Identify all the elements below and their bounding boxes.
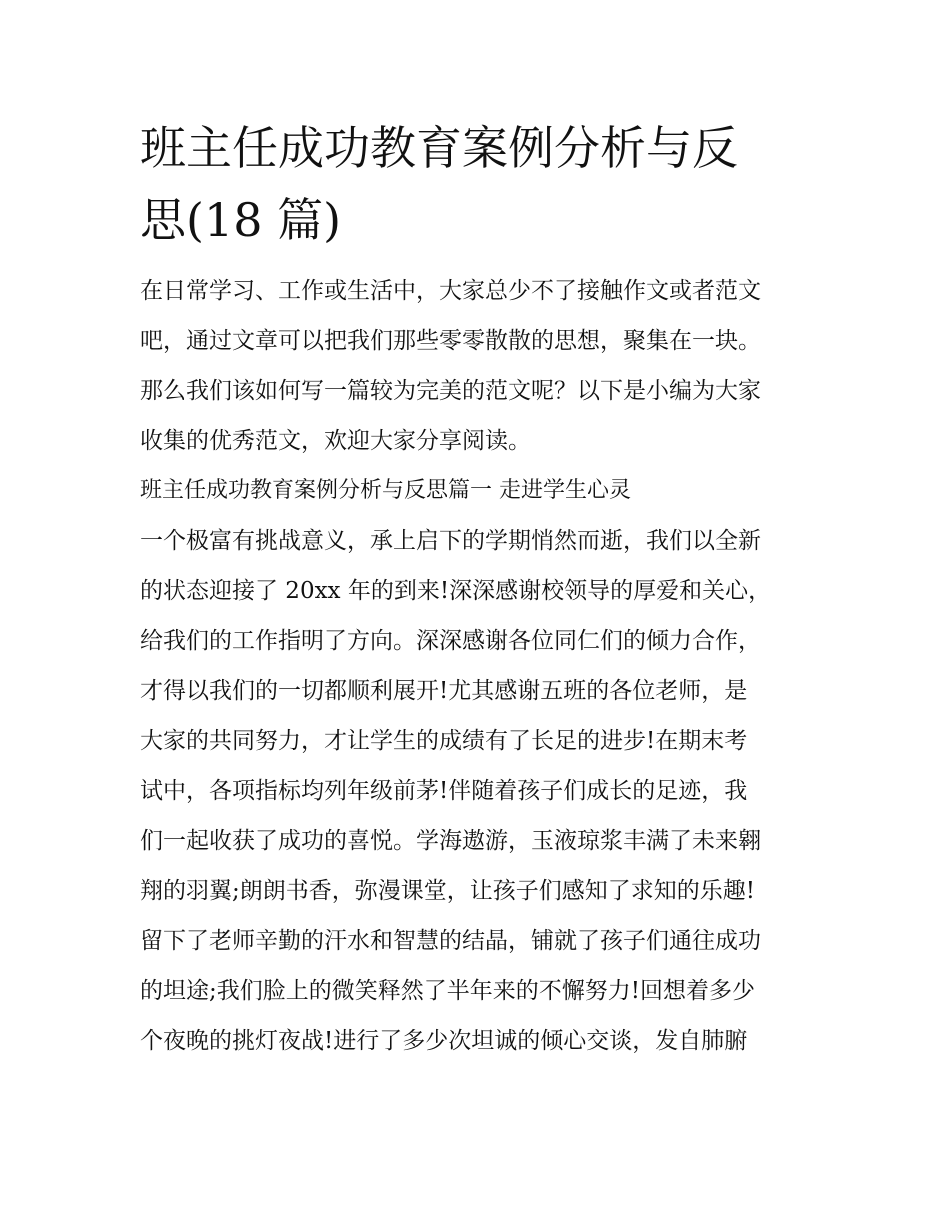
section-heading: 班主任成功教育案例分析与反思篇一 走进学生心灵	[140, 478, 631, 503]
document-title	[140, 112, 820, 256]
title-line-2: 思(18 篇)	[140, 193, 342, 247]
intro-line: 在日常学习、工作或生活中，大家总少不了接触作文或者范文	[140, 278, 761, 304]
intro-line: 收集的优秀范文，欢迎大家分享阅读。	[140, 428, 531, 454]
intro-line: 那么我们该如何写一篇较为完美的范文呢？以下是小编为大家	[140, 378, 761, 404]
body-line: 们一起收获了成功的喜悦。学海遨游，玉液琼浆丰满了未来翱	[140, 828, 761, 854]
body-line: 才得以我们的一切都顺利展开!尤其感谢五班的各位老师，是	[140, 678, 748, 704]
body-line: 给我们的工作指明了方向。深深感谢各位同仁们的倾力合作，	[140, 628, 761, 654]
body-line: 留下了老师辛勤的汗水和智慧的结晶，铺就了孩子们通往成功	[140, 928, 761, 954]
body-line: 的状态迎接了 20xx 年的到来!深深感谢校领导的厚爱和关心，	[140, 578, 772, 604]
body-line: 的坦途;我们脸上的微笑释然了半年来的不懈努力!回想着多少	[140, 978, 755, 1004]
intro-paragraph	[140, 266, 820, 466]
body-line: 个夜晚的挑灯夜战!进行了多少次坦诚的倾心交谈，发自肺腑	[140, 1028, 748, 1054]
title-line-1: 班主任成功教育案例分析与反	[140, 121, 738, 175]
body-line: 翔的羽翼;朗朗书香，弥漫课堂，让孩子们感知了求知的乐趣!	[140, 878, 755, 904]
body-line: 一个极富有挑战意义，承上启下的学期悄然而逝，我们以全新	[140, 528, 761, 554]
body-line: 试中，各项指标均列年级前茅!伴随着孩子们成长的足迹，我	[140, 778, 748, 804]
intro-line: 吧，通过文章可以把我们那些零零散散的思想，聚集在一块。	[140, 328, 761, 354]
body-line: 大家的共同努力，才让学生的成绩有了长足的进步!在期末考	[140, 728, 748, 754]
body-paragraph	[140, 516, 820, 1066]
document-content	[140, 112, 820, 1066]
